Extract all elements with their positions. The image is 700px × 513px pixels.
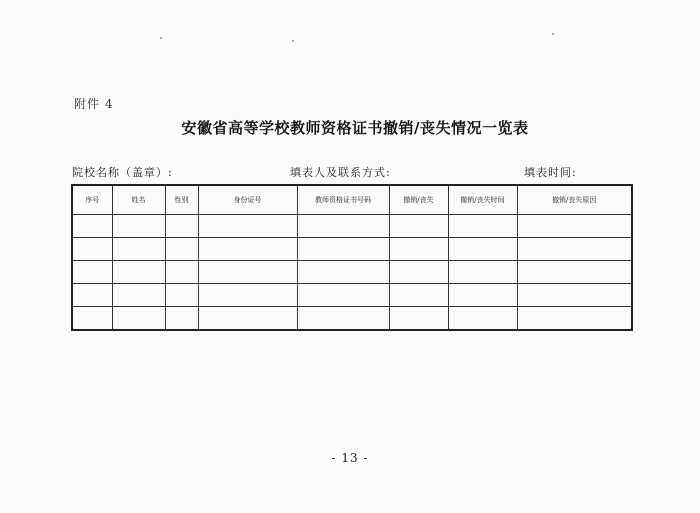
table-cell [72, 215, 112, 238]
header-certificate-number: 教师资格证书号码 [297, 185, 389, 215]
fill-date-field: 填表时间: [524, 166, 577, 179]
table-row [72, 238, 632, 261]
table-cell [112, 238, 165, 261]
table-cell [72, 284, 112, 307]
table-cell [112, 284, 165, 307]
table-cell [297, 215, 389, 238]
revocation-table [71, 184, 633, 331]
table-row [72, 307, 632, 331]
table-cell [198, 215, 297, 238]
table-cell [389, 238, 448, 261]
table-cell [112, 215, 165, 238]
table-cell [517, 284, 632, 307]
table-cell [165, 215, 198, 238]
header-name: 姓名 [112, 185, 165, 215]
table-cell [389, 284, 448, 307]
table-cell [72, 261, 112, 284]
table-cell [72, 238, 112, 261]
page-number: - 13 - [331, 451, 369, 465]
table-cell [165, 238, 198, 261]
scan-speck [292, 40, 294, 42]
table-cell [198, 261, 297, 284]
table-cell [112, 307, 165, 331]
table-cell [297, 284, 389, 307]
table-cell [517, 215, 632, 238]
table-cell [389, 307, 448, 331]
table-cell [198, 238, 297, 261]
table-header-row [72, 185, 632, 215]
table-cell [72, 307, 112, 331]
table-cell [448, 307, 517, 331]
contact-field: 填表人及联系方式: [290, 166, 391, 179]
document-title: 安徽省高等学校教师资格证书撤销/丧失情况一览表 [181, 119, 529, 137]
header-revocation-reason: 撤销/丧失原因 [517, 185, 632, 215]
header-revoked-or-lost: 撤销/丧失 [389, 185, 448, 215]
table-row [72, 215, 632, 238]
table-cell [448, 215, 517, 238]
scan-speck [552, 33, 554, 35]
table-cell [448, 284, 517, 307]
table-cell [389, 261, 448, 284]
table-cell [112, 261, 165, 284]
scan-speck [160, 37, 162, 39]
table-cell [297, 261, 389, 284]
table-cell [448, 261, 517, 284]
table-cell [448, 238, 517, 261]
attachment-label: 附件 4 [74, 97, 114, 111]
table-cell [198, 307, 297, 331]
table-cell [165, 307, 198, 331]
table-cell [198, 284, 297, 307]
table-cell [165, 261, 198, 284]
header-gender: 性别 [165, 185, 198, 215]
table-cell [297, 238, 389, 261]
table-cell [389, 215, 448, 238]
header-serial-no: 序号 [72, 185, 112, 215]
school-name-field: 院校名称（盖章）: [72, 166, 173, 179]
table-row [72, 284, 632, 307]
table-row [72, 261, 632, 284]
table-body [72, 215, 632, 331]
header-id-number: 身份证号 [198, 185, 297, 215]
table-cell [297, 307, 389, 331]
table-cell [165, 284, 198, 307]
table-cell [517, 261, 632, 284]
header-revocation-time: 撤销/丧失时间 [448, 185, 517, 215]
table-cell [517, 238, 632, 261]
table-cell [517, 307, 632, 331]
